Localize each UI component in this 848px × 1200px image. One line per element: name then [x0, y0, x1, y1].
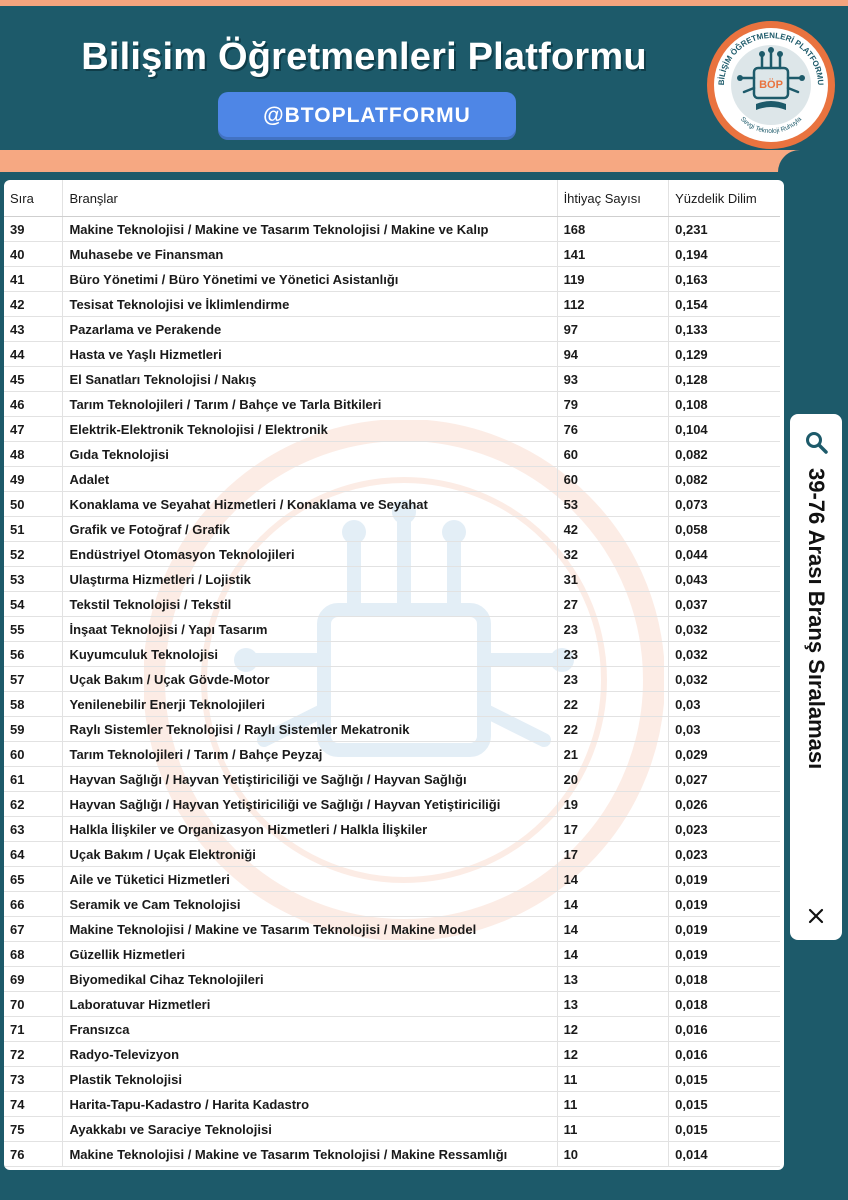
table-row	[4, 1117, 780, 1142]
table-row	[4, 367, 780, 392]
cell-rank: 46	[4, 392, 63, 417]
cell-rank: 69	[4, 967, 63, 992]
cell-percentile: 0,231	[669, 217, 780, 242]
cell-branch: Laboratuvar Hizmetleri	[63, 992, 557, 1017]
table-row	[4, 392, 780, 417]
cell-branch: Tekstil Teknolojisi / Tekstil	[63, 592, 557, 617]
cell-count: 14	[557, 942, 669, 967]
cell-percentile: 0,03	[669, 717, 780, 742]
cell-branch: Tarım Teknolojileri / Tarım / Bahçe Peyzaj	[63, 742, 557, 767]
column-header-count: İhtiyaç Sayısı	[557, 180, 669, 217]
cell-branch: Uçak Bakım / Uçak Gövde-Motor	[63, 667, 557, 692]
cell-percentile: 0,082	[669, 442, 780, 467]
cell-count: 11	[557, 1067, 669, 1092]
cell-percentile: 0,019	[669, 942, 780, 967]
cell-count: 168	[557, 217, 669, 242]
cell-branch: Tarım Teknolojileri / Tarım / Bahçe ve Tarla Bitkileri	[63, 392, 557, 417]
cell-percentile: 0,016	[669, 1017, 780, 1042]
cell-branch: Hayvan Sağlığı / Hayvan Yetiştiriciliği ve Sağlığı / Hayvan Yetiştiriciliği	[63, 792, 557, 817]
cell-percentile: 0,037	[669, 592, 780, 617]
table-row	[4, 542, 780, 567]
cell-branch: İnşaat Teknolojisi / Yapı Tasarım	[63, 617, 557, 642]
cell-count: 23	[557, 667, 669, 692]
cell-rank: 53	[4, 567, 63, 592]
cell-rank: 57	[4, 667, 63, 692]
cell-branch: Ulaştırma Hizmetleri / Lojistik	[63, 567, 557, 592]
cell-count: 17	[557, 842, 669, 867]
cell-percentile: 0,058	[669, 517, 780, 542]
cell-percentile: 0,154	[669, 292, 780, 317]
table-row	[4, 317, 780, 342]
cell-rank: 71	[4, 1017, 63, 1042]
cell-count: 53	[557, 492, 669, 517]
table-row	[4, 967, 780, 992]
cell-percentile: 0,043	[669, 567, 780, 592]
logo-text-top: BİLİŞİM ÖĞRETMENLERİ PLATFORMU	[716, 30, 826, 86]
table-body	[4, 217, 780, 1167]
cell-rank: 40	[4, 242, 63, 267]
cell-count: 14	[557, 867, 669, 892]
column-header-rank: Sıra	[4, 180, 63, 217]
cell-rank: 60	[4, 742, 63, 767]
table-row	[4, 617, 780, 642]
cell-percentile: 0,128	[669, 367, 780, 392]
table-row	[4, 567, 780, 592]
table-row	[4, 867, 780, 892]
cell-branch: Ayakkabı ve Saraciye Teknolojisi	[63, 1117, 557, 1142]
cell-percentile: 0,194	[669, 242, 780, 267]
cell-rank: 72	[4, 1042, 63, 1067]
cell-rank: 61	[4, 767, 63, 792]
cell-branch: Makine Teknolojisi / Makine ve Tasarım Teknolojisi / Makine Model	[63, 917, 557, 942]
cell-percentile: 0,019	[669, 867, 780, 892]
table-row	[4, 342, 780, 367]
cell-rank: 56	[4, 642, 63, 667]
table-row	[4, 1042, 780, 1067]
cell-branch: Adalet	[63, 467, 557, 492]
cell-branch: Uçak Bakım / Uçak Elektroniği	[63, 842, 557, 867]
cell-percentile: 0,032	[669, 617, 780, 642]
table-row	[4, 592, 780, 617]
cell-percentile: 0,03	[669, 692, 780, 717]
cell-count: 14	[557, 892, 669, 917]
cell-count: 23	[557, 617, 669, 642]
logo-text-mid: BÖP	[759, 79, 783, 91]
cell-count: 22	[557, 692, 669, 717]
search-query-label: 39-76 Arası Branş Sıralaması	[804, 468, 829, 770]
table-row	[4, 667, 780, 692]
cell-rank: 73	[4, 1067, 63, 1092]
cell-count: 119	[557, 267, 669, 292]
cell-count: 14	[557, 917, 669, 942]
cell-percentile: 0,015	[669, 1092, 780, 1117]
cell-branch: Biyomedikal Cihaz Teknolojileri	[63, 967, 557, 992]
table-row	[4, 917, 780, 942]
cell-branch: El Sanatları Teknolojisi / Nakış	[63, 367, 557, 392]
cell-branch: Seramik ve Cam Teknolojisi	[63, 892, 557, 917]
cell-count: 141	[557, 242, 669, 267]
cell-percentile: 0,104	[669, 417, 780, 442]
cell-branch: Aile ve Tüketici Hizmetleri	[63, 867, 557, 892]
table-row	[4, 767, 780, 792]
table-header-row	[4, 180, 780, 217]
cell-rank: 75	[4, 1117, 63, 1142]
cell-branch: Hasta ve Yaşlı Hizmetleri	[63, 342, 557, 367]
column-header-percentile: Yüzdelik Dilim	[669, 180, 780, 217]
header	[0, 6, 848, 150]
cell-rank: 43	[4, 317, 63, 342]
page-title: Bilişim Öğretmenleri Platformu	[81, 36, 647, 78]
cell-percentile: 0,032	[669, 667, 780, 692]
cell-count: 97	[557, 317, 669, 342]
cell-percentile: 0,108	[669, 392, 780, 417]
close-icon[interactable]	[806, 906, 826, 926]
cell-branch: Grafik ve Fotoğraf / Grafik	[63, 517, 557, 542]
cell-percentile: 0,016	[669, 1042, 780, 1067]
cell-branch: Kuyumculuk Teknolojisi	[63, 642, 557, 667]
cell-count: 112	[557, 292, 669, 317]
table-row	[4, 692, 780, 717]
cell-count: 42	[557, 517, 669, 542]
cell-rank: 58	[4, 692, 63, 717]
cell-percentile: 0,029	[669, 742, 780, 767]
bop-circuit-logo-icon	[704, 18, 838, 152]
cell-count: 13	[557, 967, 669, 992]
accent-band	[0, 150, 848, 172]
cell-rank: 76	[4, 1142, 63, 1167]
table-row	[4, 467, 780, 492]
cell-branch: Fransızca	[63, 1017, 557, 1042]
search-side-panel[interactable]	[790, 414, 842, 940]
cell-count: 32	[557, 542, 669, 567]
cell-count: 60	[557, 467, 669, 492]
cell-percentile: 0,133	[669, 317, 780, 342]
cell-percentile: 0,015	[669, 1067, 780, 1092]
cell-branch: Güzellik Hizmetleri	[63, 942, 557, 967]
table-row	[4, 792, 780, 817]
cell-branch: Büro Yönetimi / Büro Yönetimi ve Yönetici Asistanlığı	[63, 267, 557, 292]
table-row	[4, 267, 780, 292]
cell-count: 10	[557, 1142, 669, 1167]
table-row	[4, 517, 780, 542]
table-row	[4, 842, 780, 867]
cell-branch: Raylı Sistemler Teknolojisi / Raylı Sistemler Mekatronik	[63, 717, 557, 742]
cell-rank: 70	[4, 992, 63, 1017]
cell-branch: Hayvan Sağlığı / Hayvan Yetiştiriciliği ve Sağlığı / Hayvan Sağlığı	[63, 767, 557, 792]
table-row	[4, 417, 780, 442]
column-header-branch: Branşlar	[63, 180, 557, 217]
cell-rank: 59	[4, 717, 63, 742]
cell-rank: 67	[4, 917, 63, 942]
cell-count: 11	[557, 1117, 669, 1142]
cell-rank: 66	[4, 892, 63, 917]
cell-percentile: 0,014	[669, 1142, 780, 1167]
cell-branch: Pazarlama ve Perakende	[63, 317, 557, 342]
cell-count: 31	[557, 567, 669, 592]
cell-count: 60	[557, 442, 669, 467]
cell-rank: 54	[4, 592, 63, 617]
cell-count: 20	[557, 767, 669, 792]
search-icon[interactable]	[804, 430, 828, 454]
table-row	[4, 1142, 780, 1167]
cell-rank: 74	[4, 1092, 63, 1117]
cell-rank: 39	[4, 217, 63, 242]
cell-rank: 55	[4, 617, 63, 642]
cell-percentile: 0,044	[669, 542, 780, 567]
cell-percentile: 0,129	[669, 342, 780, 367]
cell-count: 12	[557, 1042, 669, 1067]
cell-rank: 42	[4, 292, 63, 317]
cell-branch: Halkla İlişkiler ve Organizasyon Hizmetleri / Halkla İlişkiler	[63, 817, 557, 842]
cell-branch: Makine Teknolojisi / Makine ve Tasarım Teknolojisi / Makine ve Kalıp	[63, 217, 557, 242]
cell-branch: Muhasebe ve Finansman	[63, 242, 557, 267]
table-row	[4, 817, 780, 842]
cell-rank: 41	[4, 267, 63, 292]
cell-rank: 45	[4, 367, 63, 392]
cell-percentile: 0,082	[669, 467, 780, 492]
cell-percentile: 0,019	[669, 892, 780, 917]
cell-rank: 68	[4, 942, 63, 967]
cell-branch: Endüstriyel Otomasyon Teknolojileri	[63, 542, 557, 567]
cell-percentile: 0,018	[669, 967, 780, 992]
table-row	[4, 892, 780, 917]
table-row	[4, 717, 780, 742]
cell-branch: Plastik Teknolojisi	[63, 1067, 557, 1092]
cell-rank: 44	[4, 342, 63, 367]
cell-count: 19	[557, 792, 669, 817]
cell-percentile: 0,163	[669, 267, 780, 292]
cell-branch: Gıda Teknolojisi	[63, 442, 557, 467]
cell-rank: 52	[4, 542, 63, 567]
cell-count: 13	[557, 992, 669, 1017]
logo-text-bottom: Sevgi Teknoloji Ruhuyla	[738, 115, 804, 136]
cell-rank: 47	[4, 417, 63, 442]
cell-percentile: 0,018	[669, 992, 780, 1017]
cell-percentile: 0,026	[669, 792, 780, 817]
table-row	[4, 1067, 780, 1092]
cell-rank: 51	[4, 517, 63, 542]
cell-count: 11	[557, 1092, 669, 1117]
table-row	[4, 742, 780, 767]
cell-count: 22	[557, 717, 669, 742]
cell-count: 12	[557, 1017, 669, 1042]
cell-rank: 64	[4, 842, 63, 867]
cell-branch: Konaklama ve Seyahat Hizmetleri / Konaklama ve Seyahat	[63, 492, 557, 517]
cell-percentile: 0,023	[669, 842, 780, 867]
cell-percentile: 0,019	[669, 917, 780, 942]
table-row	[4, 242, 780, 267]
cell-count: 27	[557, 592, 669, 617]
cell-count: 79	[557, 392, 669, 417]
table-row	[4, 1017, 780, 1042]
cell-branch: Elektrik-Elektronik Teknolojisi / Elektronik	[63, 417, 557, 442]
table-row	[4, 217, 780, 242]
table-row	[4, 1092, 780, 1117]
cell-percentile: 0,032	[669, 642, 780, 667]
cell-count: 93	[557, 367, 669, 392]
cell-percentile: 0,073	[669, 492, 780, 517]
table-row	[4, 942, 780, 967]
cell-branch: Harita-Tapu-Kadastro / Harita Kadastro	[63, 1092, 557, 1117]
cell-branch: Tesisat Teknolojisi ve İklimlendirme	[63, 292, 557, 317]
cell-count: 23	[557, 642, 669, 667]
cell-count: 17	[557, 817, 669, 842]
table-row	[4, 442, 780, 467]
cell-percentile: 0,015	[669, 1117, 780, 1142]
cell-count: 21	[557, 742, 669, 767]
cell-branch: Yenilenebilir Enerji Teknolojileri	[63, 692, 557, 717]
cell-rank: 48	[4, 442, 63, 467]
cell-rank: 63	[4, 817, 63, 842]
cell-count: 94	[557, 342, 669, 367]
cell-percentile: 0,023	[669, 817, 780, 842]
ranking-table	[4, 180, 780, 1167]
cell-rank: 65	[4, 867, 63, 892]
ranking-table-panel	[4, 180, 784, 1170]
table-row	[4, 642, 780, 667]
cell-rank: 49	[4, 467, 63, 492]
table-row	[4, 992, 780, 1017]
cell-percentile: 0,027	[669, 767, 780, 792]
cell-branch: Makine Teknolojisi / Makine ve Tasarım Teknolojisi / Makine Ressamlığı	[63, 1142, 557, 1167]
cell-rank: 62	[4, 792, 63, 817]
table-row	[4, 492, 780, 517]
handle-badge[interactable]: @BTOPLATFORMU	[218, 92, 516, 140]
table-row	[4, 292, 780, 317]
cell-count: 76	[557, 417, 669, 442]
cell-branch: Radyo-Televizyon	[63, 1042, 557, 1067]
cell-rank: 50	[4, 492, 63, 517]
